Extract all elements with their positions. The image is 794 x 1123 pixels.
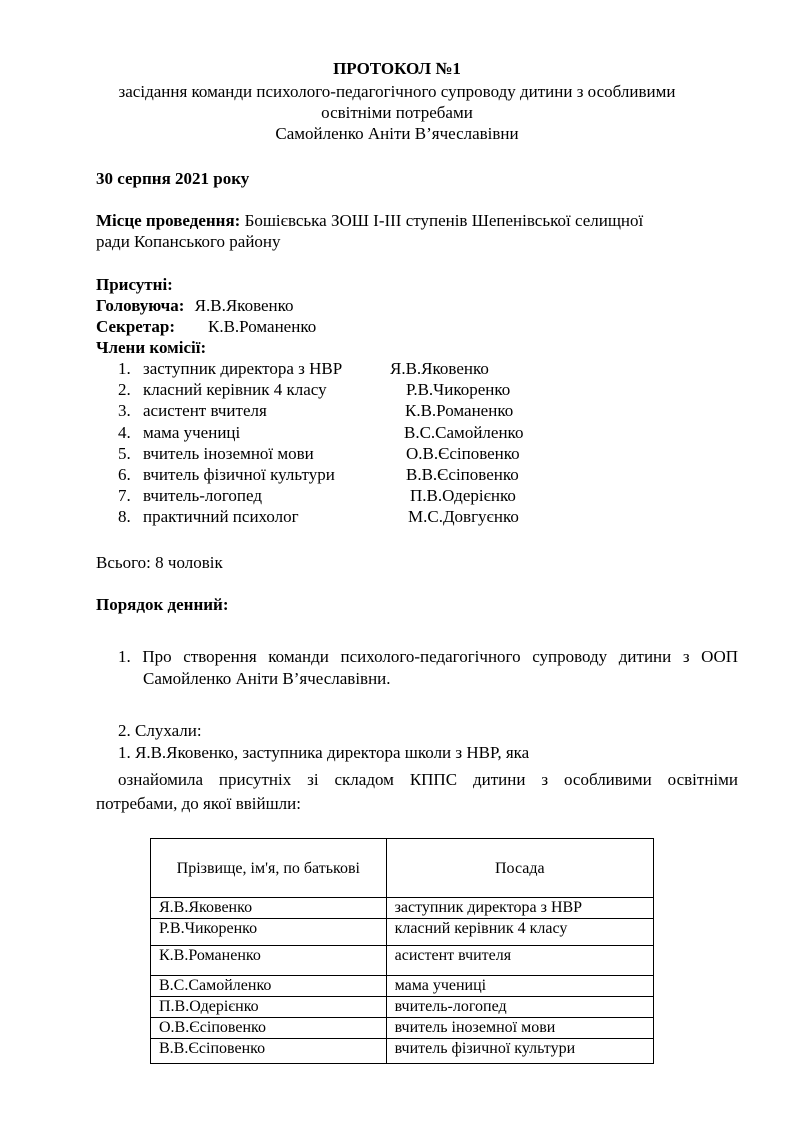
table-cell-name: В.С.Самойленко xyxy=(151,976,387,997)
member-name: В.С.Самойленко xyxy=(404,422,524,442)
title-line-2: освітніми потребами xyxy=(321,103,473,122)
venue-text-1: Бошієвська ЗОШ І-ІІІ ступенів Шепенівської селищної xyxy=(244,211,644,230)
member-row xyxy=(0,464,794,485)
table-cell-name: В.В.Єсіповенко xyxy=(151,1039,387,1064)
member-position: практичний психолог xyxy=(143,507,299,527)
secretary-line xyxy=(96,316,317,337)
table-row xyxy=(151,976,654,997)
heard-line-3: ознайомила присутніх зі складом КППС дитини з особливими освітніми xyxy=(118,770,738,789)
heard-line-4: потребами, до якої ввійшли: xyxy=(96,794,301,813)
member-row xyxy=(0,400,794,421)
agenda-item-1-line-2: Самойленко Аніти В’ячеславівни. xyxy=(143,669,391,688)
total-count: Всього: 8 чоловік xyxy=(96,553,223,572)
member-row xyxy=(0,485,794,506)
chair-label: Головуюча: xyxy=(96,296,185,315)
member-number: 5. xyxy=(118,443,131,463)
member-name: Я.В.Яковенко xyxy=(390,359,489,378)
table-cell-name: Я.В.Яковенко xyxy=(151,898,387,919)
table-cell-position: заступник директора з НВР xyxy=(386,898,653,919)
table-header-position: Посада xyxy=(386,839,653,898)
table-cell-position: вчитель фізичної культури xyxy=(386,1039,653,1064)
member-number: 2. xyxy=(118,380,131,400)
table-row xyxy=(151,898,654,919)
agenda-item-1-line-1: 1. Про створення команди психолого-педагогічного супроводу дитини з ООП xyxy=(118,647,738,666)
title-line-3: Самойленко Аніти В’ячеславівни xyxy=(275,124,519,143)
table-cell-name: П.В.Одерієнко xyxy=(151,997,387,1018)
table-cell-name: О.В.Єсіповенко xyxy=(151,1018,387,1039)
member-name: К.В.Романенко xyxy=(405,401,514,421)
agenda-label: Порядок денний: xyxy=(96,595,229,614)
member-number: 7. xyxy=(118,486,131,506)
member-position: асистент вчителя xyxy=(143,401,267,421)
venue-line-1 xyxy=(96,210,643,231)
table-cell-position: класний керівник 4 класу xyxy=(386,919,653,946)
member-number: 4. xyxy=(118,422,131,442)
table-row xyxy=(151,1039,654,1064)
member-number: 3. xyxy=(118,401,131,421)
heard-line-2: 1. Я.В.Яковенко, заступника директора школи з НВР, яка xyxy=(118,743,530,762)
present-label: Присутні: xyxy=(96,275,173,294)
heard-label: 2. Слухали: xyxy=(118,721,202,740)
member-position: вчитель-логопед xyxy=(143,486,262,506)
table-row xyxy=(151,997,654,1018)
table-row xyxy=(151,1018,654,1039)
member-position: класний керівник 4 класу xyxy=(143,380,327,400)
member-row xyxy=(0,422,794,443)
member-name: М.С.Довгуєнко xyxy=(408,507,519,527)
commission-table xyxy=(150,838,654,1064)
member-number: 6. xyxy=(118,465,131,484)
member-name: П.В.Одерієнко xyxy=(410,486,516,506)
member-position: мама учениці xyxy=(143,422,241,442)
member-number: 8. xyxy=(118,507,131,527)
table-cell-position: асистент вчителя xyxy=(386,946,653,976)
table-cell-position: вчитель-логопед xyxy=(386,997,653,1018)
member-row xyxy=(0,379,794,400)
table-row xyxy=(151,919,654,946)
meeting-date: 30 серпня 2021 року xyxy=(96,169,250,188)
members-label: Члени комісії: xyxy=(96,338,207,357)
table-cell-position: вчитель іноземної мови xyxy=(386,1018,653,1039)
member-name: Р.В.Чикоренко xyxy=(406,380,511,400)
member-name: В.В.Єсіповенко xyxy=(406,465,519,484)
member-position: заступник директора з НВР xyxy=(143,359,343,378)
table-cell-name: Р.В.Чикоренко xyxy=(151,919,387,946)
title-line-1: засідання команди психолого-педагогічного супроводу дитини з особливими xyxy=(118,82,676,101)
table-body xyxy=(151,898,654,1064)
document-title: ПРОТОКОЛ №1 xyxy=(333,59,461,78)
table-cell-position: мама учениці xyxy=(386,976,653,997)
member-number: 1. xyxy=(118,359,131,378)
member-row xyxy=(0,358,794,379)
table-header-row xyxy=(151,839,654,898)
member-position: вчитель фізичної культури xyxy=(143,465,335,484)
member-row xyxy=(0,443,794,464)
chair-name: Я.В.Яковенко xyxy=(194,296,294,315)
venue-text-2: ради Копанського району xyxy=(96,232,281,251)
venue-label: Місце проведення: xyxy=(96,211,241,230)
member-position: вчитель іноземної мови xyxy=(143,443,314,463)
member-row xyxy=(0,506,794,527)
secretary-label: Секретар: xyxy=(96,317,175,336)
table-cell-name: К.В.Романенко xyxy=(151,946,387,976)
member-name: О.В.Єсіповенко xyxy=(406,443,520,463)
table-header-name: Прізвище, ім'я, по батькові xyxy=(151,839,387,898)
table-row xyxy=(151,946,654,976)
secretary-name: К.В.Романенко xyxy=(208,317,317,336)
chair-line xyxy=(96,295,294,316)
